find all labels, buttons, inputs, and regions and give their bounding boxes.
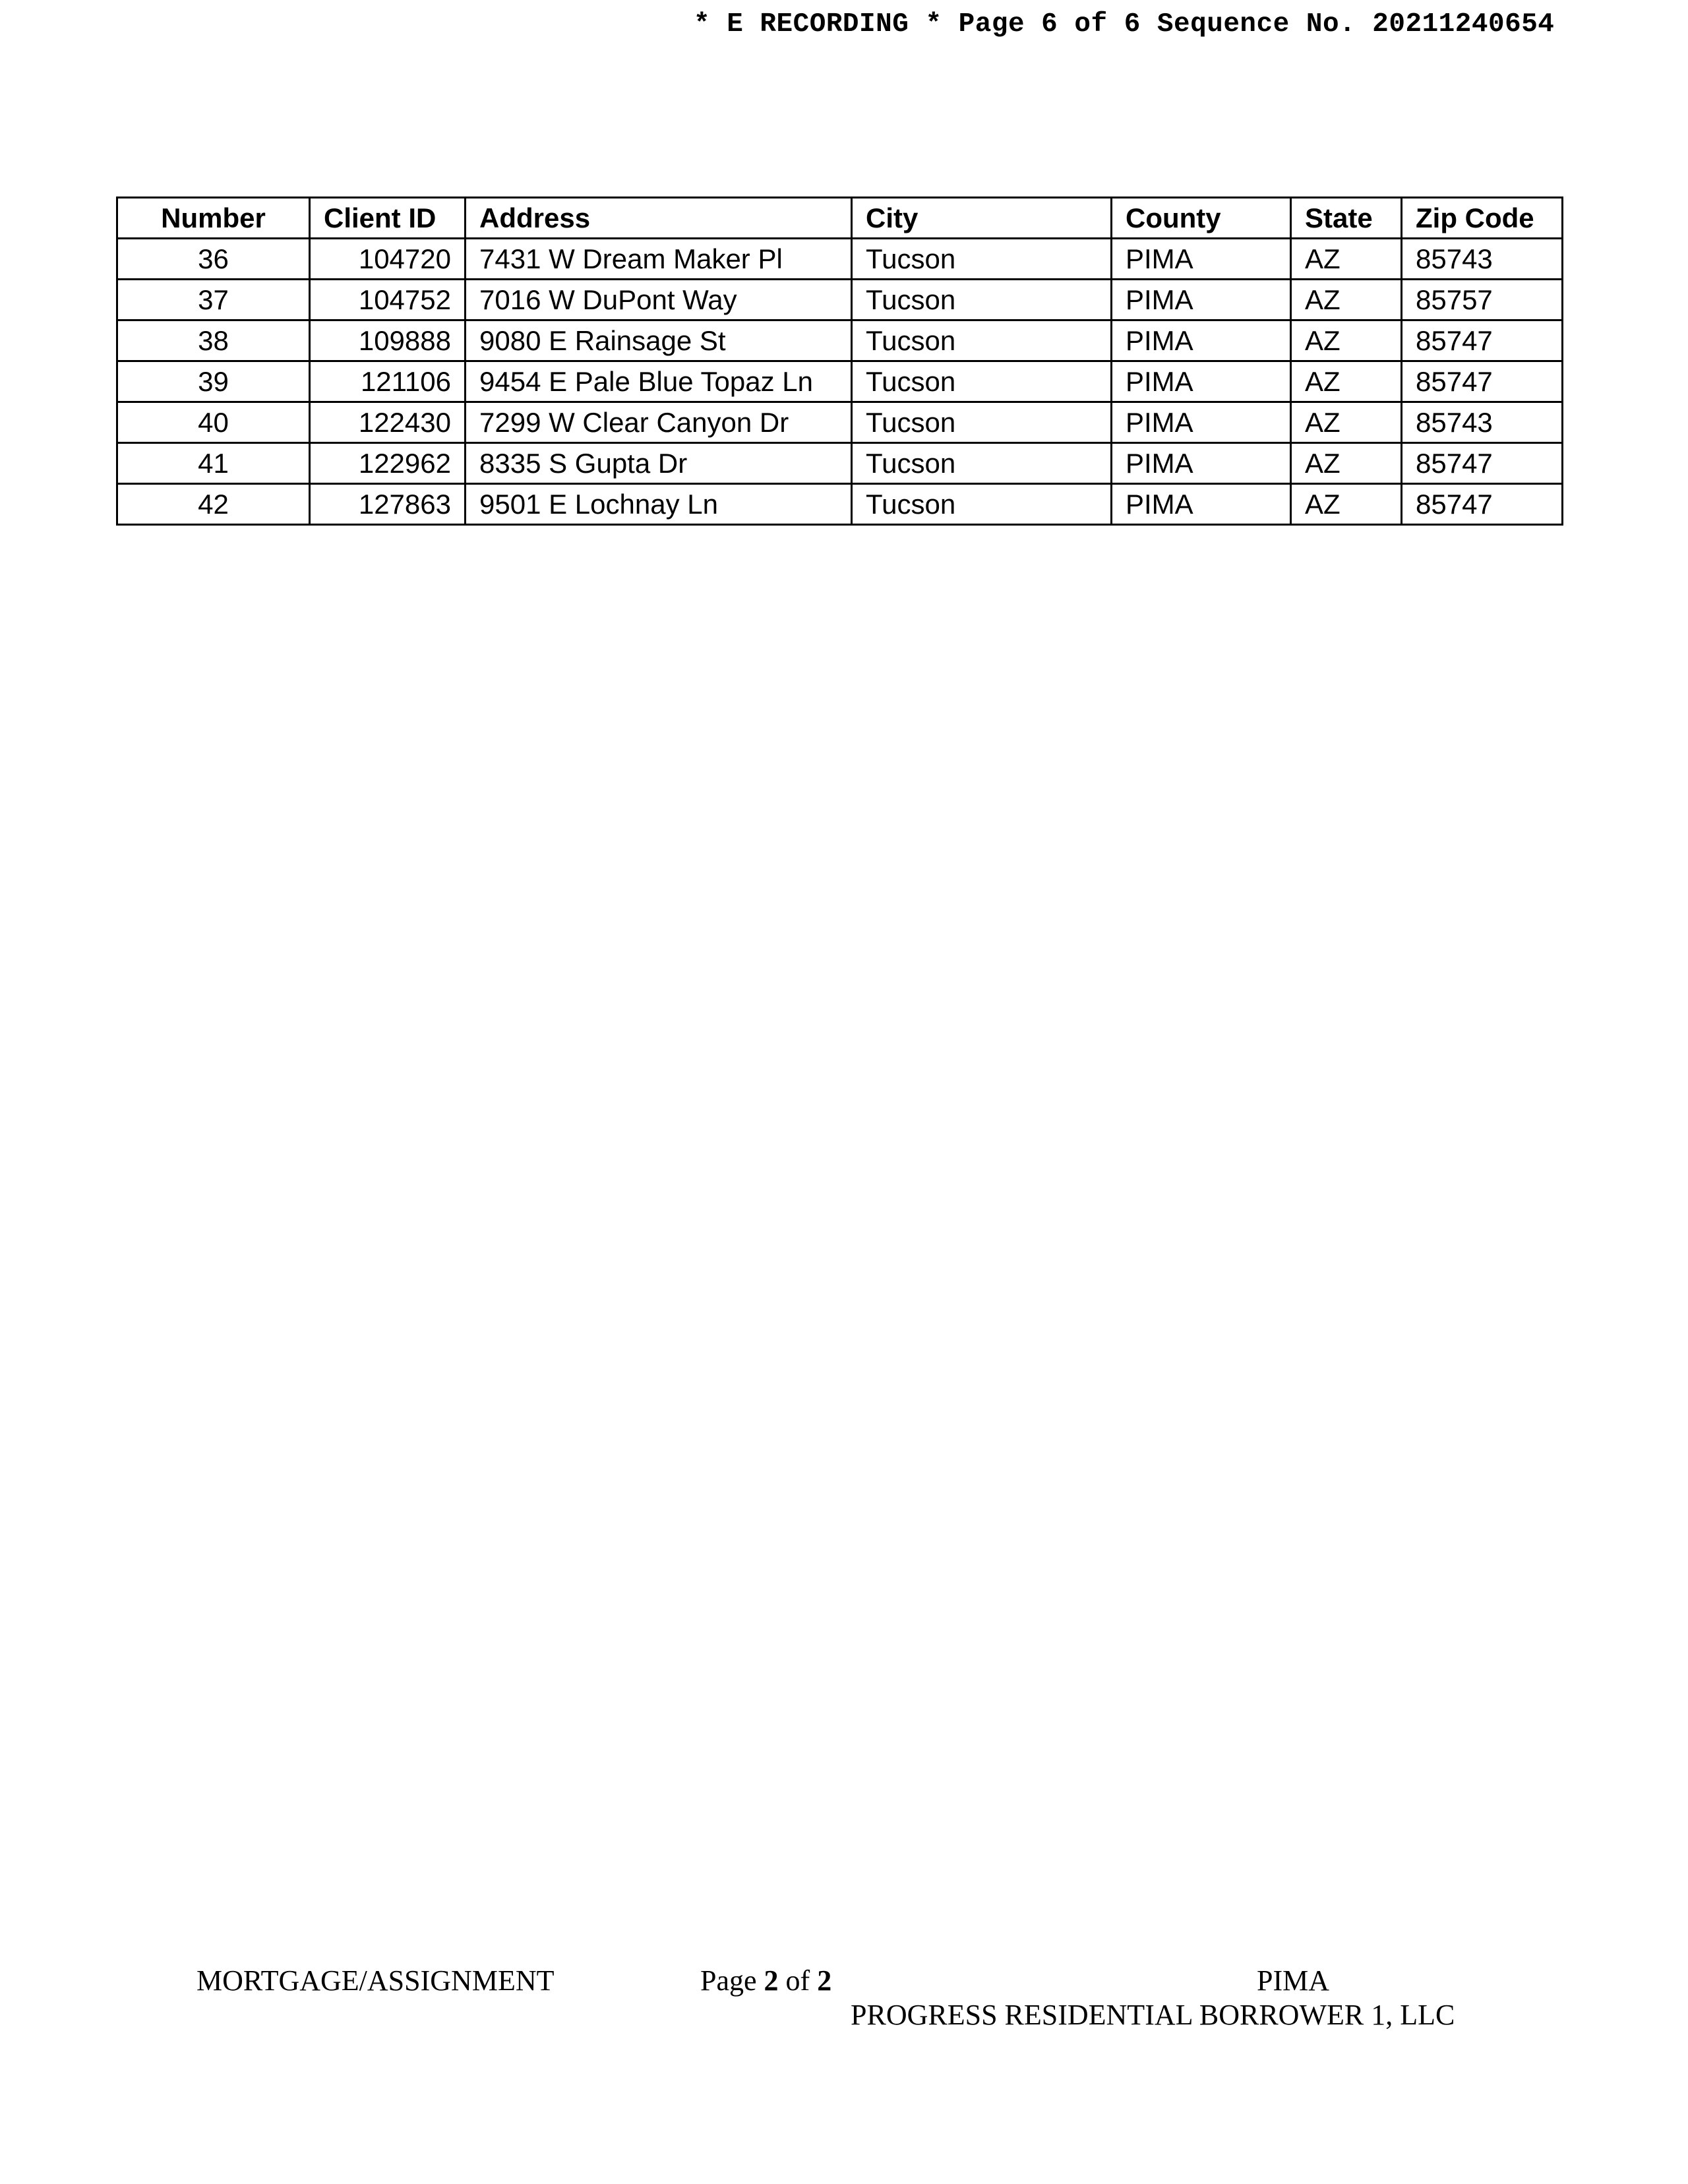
footer-page-number bbox=[700, 1964, 831, 1997]
table-row bbox=[117, 239, 1563, 280]
cell-number: 42 bbox=[117, 484, 310, 525]
cell-city: Tucson bbox=[852, 280, 1112, 320]
cell-number: 40 bbox=[117, 402, 310, 443]
cell-client-id: 104752 bbox=[310, 280, 466, 320]
cell-number: 37 bbox=[117, 280, 310, 320]
cell-state: AZ bbox=[1291, 361, 1402, 402]
cell-state: AZ bbox=[1291, 402, 1402, 443]
cell-state: AZ bbox=[1291, 484, 1402, 525]
table-body bbox=[117, 239, 1563, 525]
cell-county: PIMA bbox=[1112, 239, 1291, 280]
cell-address: 8335 S Gupta Dr bbox=[466, 443, 852, 484]
footer-page-total: 2 bbox=[817, 1964, 832, 1997]
cell-address: 9501 E Lochnay Ln bbox=[466, 484, 852, 525]
column-header-number: Number bbox=[117, 198, 310, 239]
cell-number: 41 bbox=[117, 443, 310, 484]
cell-client-id: 121106 bbox=[310, 361, 466, 402]
footer-county: PIMA bbox=[1257, 1964, 1330, 1997]
cell-zip-code: 85747 bbox=[1402, 361, 1563, 402]
cell-address: 7299 W Clear Canyon Dr bbox=[466, 402, 852, 443]
cell-county: PIMA bbox=[1112, 361, 1291, 402]
cell-address: 9080 E Rainsage St bbox=[466, 320, 852, 361]
table-row bbox=[117, 484, 1563, 525]
cell-client-id: 122962 bbox=[310, 443, 466, 484]
table-row bbox=[117, 280, 1563, 320]
cell-number: 38 bbox=[117, 320, 310, 361]
column-header-city: City bbox=[852, 198, 1112, 239]
footer-document-type: MORTGAGE/ASSIGNMENT bbox=[196, 1964, 555, 1997]
column-header-county: County bbox=[1112, 198, 1291, 239]
cell-client-id: 127863 bbox=[310, 484, 466, 525]
table-row bbox=[117, 443, 1563, 484]
column-header-address: Address bbox=[466, 198, 852, 239]
column-header-state: State bbox=[1291, 198, 1402, 239]
cell-county: PIMA bbox=[1112, 320, 1291, 361]
cell-client-id: 122430 bbox=[310, 402, 466, 443]
table-row bbox=[117, 361, 1563, 402]
cell-number: 36 bbox=[117, 239, 310, 280]
column-header-client-id: Client ID bbox=[310, 198, 466, 239]
cell-state: AZ bbox=[1291, 280, 1402, 320]
cell-number: 39 bbox=[117, 361, 310, 402]
cell-state: AZ bbox=[1291, 443, 1402, 484]
recording-stamp: * E RECORDING * Page 6 of 6 Sequence No. 20211240654 bbox=[694, 9, 1555, 40]
cell-city: Tucson bbox=[852, 320, 1112, 361]
cell-address: 9454 E Pale Blue Topaz Ln bbox=[466, 361, 852, 402]
cell-address: 7431 W Dream Maker Pl bbox=[466, 239, 852, 280]
footer-page-prefix: Page bbox=[700, 1964, 764, 1997]
table-row bbox=[117, 320, 1563, 361]
cell-county: PIMA bbox=[1112, 484, 1291, 525]
cell-client-id: 109888 bbox=[310, 320, 466, 361]
cell-zip-code: 85747 bbox=[1402, 484, 1563, 525]
cell-state: AZ bbox=[1291, 239, 1402, 280]
cell-city: Tucson bbox=[852, 361, 1112, 402]
table-header-row bbox=[117, 198, 1563, 239]
footer-page-current: 2 bbox=[764, 1964, 779, 1997]
cell-city: Tucson bbox=[852, 443, 1112, 484]
cell-state: AZ bbox=[1291, 320, 1402, 361]
cell-city: Tucson bbox=[852, 402, 1112, 443]
cell-county: PIMA bbox=[1112, 280, 1291, 320]
cell-zip-code: 85743 bbox=[1402, 402, 1563, 443]
cell-zip-code: 85743 bbox=[1402, 239, 1563, 280]
footer-page-of: of bbox=[778, 1964, 818, 1997]
property-table bbox=[116, 197, 1563, 526]
cell-county: PIMA bbox=[1112, 402, 1291, 443]
cell-zip-code: 85747 bbox=[1402, 320, 1563, 361]
cell-county: PIMA bbox=[1112, 443, 1291, 484]
column-header-zip-code: Zip Code bbox=[1402, 198, 1563, 239]
cell-client-id: 104720 bbox=[310, 239, 466, 280]
footer-borrower: PROGRESS RESIDENTIAL BORROWER 1, LLC bbox=[851, 1999, 1455, 2031]
table-row bbox=[117, 402, 1563, 443]
cell-city: Tucson bbox=[852, 239, 1112, 280]
cell-zip-code: 85747 bbox=[1402, 443, 1563, 484]
cell-zip-code: 85757 bbox=[1402, 280, 1563, 320]
cell-address: 7016 W DuPont Way bbox=[466, 280, 852, 320]
cell-city: Tucson bbox=[852, 484, 1112, 525]
